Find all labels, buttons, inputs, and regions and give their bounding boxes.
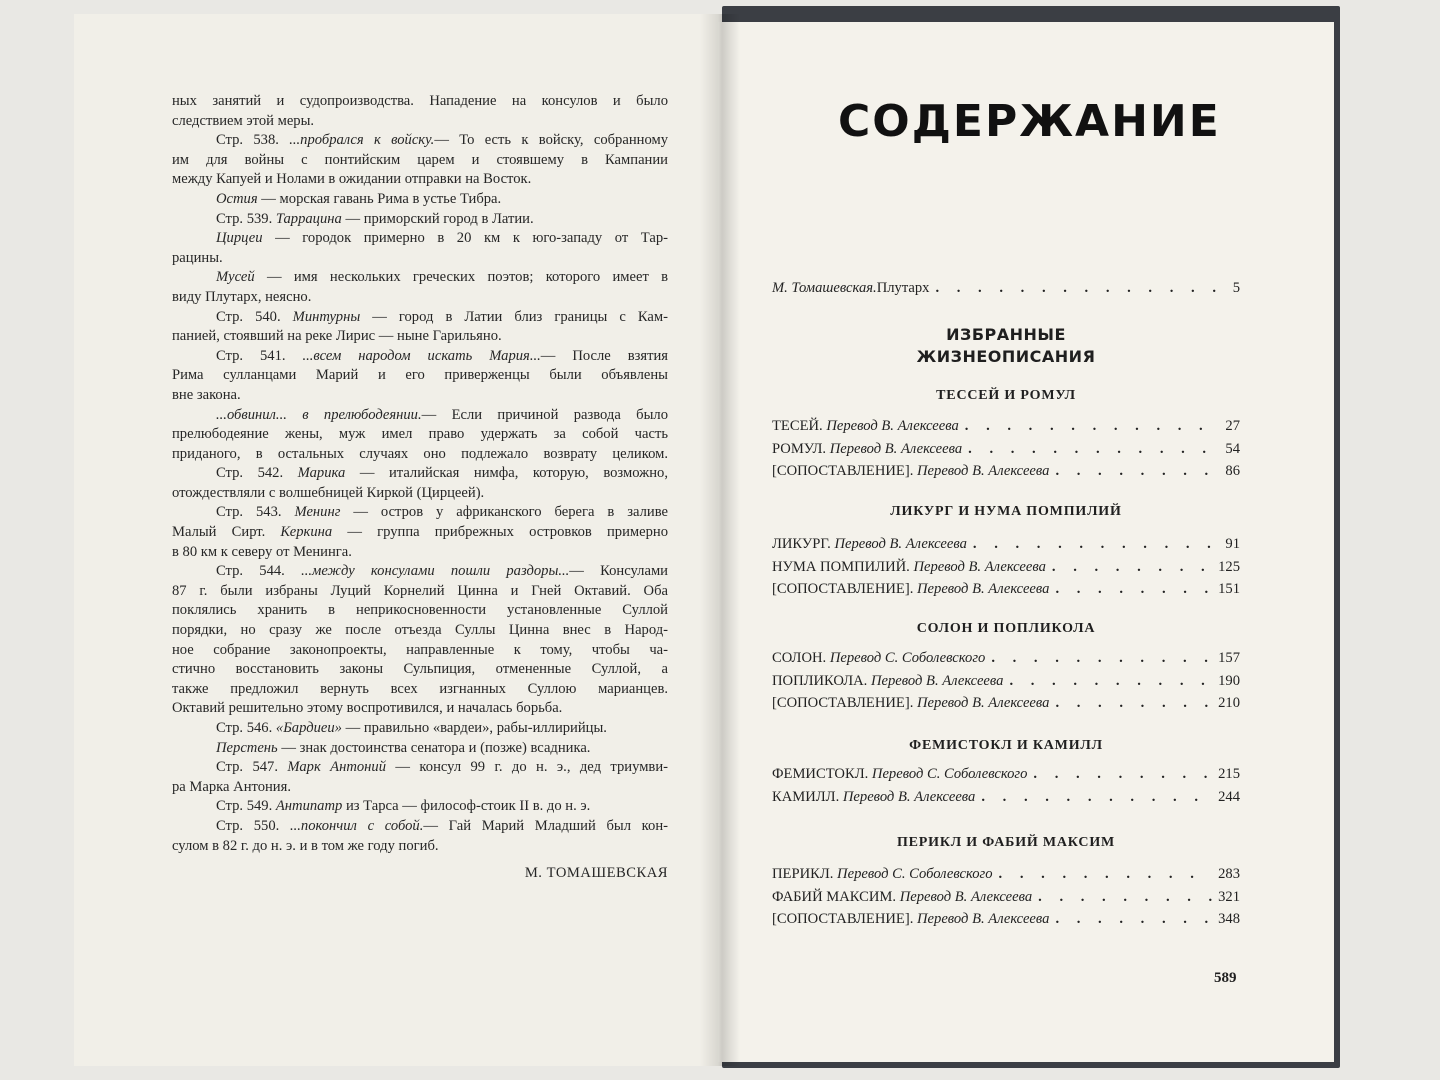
text-run: — После взятия <box>540 347 668 364</box>
italic-term: «Бардиеи» <box>275 720 342 736</box>
section-title: ФЕМИСТОКЛ И КАМИЛЛ <box>909 738 1103 753</box>
leader-dots <box>965 418 1220 435</box>
main-heading-line2: ЖИЗНЕОПИСАНИЯ <box>916 347 1096 366</box>
entry-translator: Перевод С. Соболевского <box>871 766 1028 782</box>
entry-page: 244 <box>1218 788 1240 805</box>
text-run: — городок примерно в 20 км к юго-западу от Тар- <box>262 230 668 247</box>
toc-entry[interactable] <box>772 559 1240 582</box>
entry-name: [СОПОСТАВЛЕНИЕ]. <box>772 581 914 597</box>
entry-page: 215 <box>1218 766 1240 782</box>
text-line <box>172 817 668 837</box>
toc-entry[interactable] <box>772 911 1240 934</box>
text-run: из Тарса — философ-стоик II в. до н. э. <box>342 798 591 815</box>
text-run: порядки, но сразу же после отъезда Суллы Цинна внес в Народ- <box>172 622 668 639</box>
text-line <box>172 503 668 523</box>
intro-author: М. Томашевская. <box>772 280 877 296</box>
italic-term: Цирцеи <box>216 230 263 247</box>
text-run: — Консулами <box>569 563 668 580</box>
text-run: Малый Сирт. <box>172 524 281 541</box>
entry-name: ПЕРИКЛ. <box>772 866 834 882</box>
text-run: Стр. 546. <box>216 720 276 736</box>
entry-page: 190 <box>1218 672 1240 689</box>
leader-dots <box>999 866 1213 883</box>
text-line <box>172 484 668 504</box>
text-run: — знак достоинства сенатора и (позже) всадника. <box>277 739 591 756</box>
text-run: панией, стоявший на реке Лирис — ныне Гарильяно. <box>172 328 502 345</box>
text-line <box>172 425 668 445</box>
text-line <box>172 739 668 759</box>
text-run: — остров у африканского берега в заливе <box>340 504 668 521</box>
text-line <box>172 170 668 190</box>
text-run: — То есть к войску, собранному <box>434 132 668 149</box>
leader-dots <box>968 441 1219 458</box>
entry-name: ТЕСЕЙ. <box>772 418 823 434</box>
text-run: — город в Латии близ границы с Кам- <box>360 308 668 325</box>
leader-dots <box>1033 766 1212 783</box>
text-line <box>172 366 668 386</box>
toc-entry[interactable] <box>772 441 1240 464</box>
toc-entry[interactable] <box>772 766 1240 789</box>
text-run: Стр. 550. <box>216 817 290 834</box>
text-run: — имя нескольких греческих поэтов; которого имеет в <box>254 269 668 286</box>
toc-entry[interactable] <box>772 463 1240 486</box>
text-line <box>172 464 668 484</box>
entry-page: 91 <box>1225 536 1240 552</box>
toc-entry[interactable] <box>772 673 1240 696</box>
entry-name: ФЕМИСТОКЛ. <box>772 766 869 782</box>
text-line <box>172 210 668 230</box>
italic-term: Остия <box>216 190 258 207</box>
text-run: — морская гавань Рима в устье Тибра. <box>257 190 502 207</box>
text-run: ных занятий и судопроизводства. Нападение на консулов и было <box>172 93 668 109</box>
toc-entry[interactable] <box>772 889 1240 912</box>
text-run: вне закона. <box>172 386 241 403</box>
text-line <box>172 406 668 426</box>
text-line <box>172 758 668 778</box>
leader-dots <box>1052 559 1212 576</box>
entry-translator: Перевод С. Соболевского <box>829 650 986 666</box>
main-heading <box>772 324 1240 368</box>
text-run: 87 г. были избраны Луций Корнелий Цинна и Гней Октавий. Оба <box>172 582 668 599</box>
text-run: сулом в 82 г. до н. э. и в том же году погиб. <box>172 837 439 854</box>
italic-term: ...обвинил... в прелюбодеянии. <box>216 406 422 423</box>
text-run: Стр. 541. <box>216 347 303 364</box>
leader-dots <box>991 650 1212 667</box>
text-line <box>172 601 668 621</box>
section-title: ПЕРИКЛ И ФАБИЙ МАКСИМ <box>896 835 1116 850</box>
entry-name: ФАБИЙ МАКСИМ. <box>772 888 897 905</box>
italic-term: ...между консулами пошли раздоры... <box>301 563 570 580</box>
text-line <box>172 797 668 817</box>
text-line <box>172 641 668 661</box>
toc-entry[interactable] <box>772 789 1240 812</box>
italic-term: Антипатр <box>275 798 343 815</box>
leader-dots <box>935 280 1226 297</box>
text-run: — правильно «вардеи», рабы-иллирийцы. <box>341 720 607 736</box>
entry-name: РОМУЛ. <box>772 440 827 457</box>
text-line <box>172 562 668 582</box>
italic-term: ...всем народом искать Мария... <box>302 347 541 364</box>
leader-dots <box>1038 889 1212 906</box>
entry-translator: Перевод В. Алексеева <box>829 440 963 457</box>
text-run: рацины. <box>172 249 223 266</box>
entry-name: НУМА ПОМПИЛИЙ. <box>772 558 910 575</box>
entry-page: 157 <box>1218 650 1240 666</box>
entry-page: 54 <box>1225 440 1240 457</box>
section-title: ТЕССЕЙ И РОМУЛ <box>936 388 1076 403</box>
italic-term: Керкина <box>280 524 333 541</box>
text-run: виду Плутарх, неясно. <box>172 288 312 305</box>
leader-dots <box>1055 581 1212 598</box>
italic-term: Марк Антоний <box>287 759 387 776</box>
text-line <box>172 699 668 719</box>
text-run: Стр. 539. <box>216 210 276 227</box>
toc-entry[interactable] <box>772 418 1240 441</box>
entry-translator: Перевод В. Алексеева <box>826 418 959 434</box>
text-run: — приморский город в Латии. <box>341 210 534 227</box>
toc-intro <box>772 280 1240 303</box>
text-run: Стр. 540. <box>216 308 293 325</box>
text-line <box>172 778 668 798</box>
text-run: Октавий решительно этому воспротивился, и началась борьба. <box>172 700 563 717</box>
italic-term: Марика <box>297 465 346 482</box>
toc-entry[interactable] <box>772 581 1240 604</box>
text-line <box>172 308 668 328</box>
section-title: СОЛОН И ПОПЛИКОЛА <box>916 621 1096 636</box>
section-entries <box>772 536 1240 604</box>
toc-entry[interactable] <box>772 866 1240 889</box>
entry-name: [СОПОСТАВЛЕНИЕ]. <box>772 911 914 927</box>
entry-translator: Перевод В. Алексеева <box>917 695 1050 711</box>
entry-page: 348 <box>1218 911 1240 927</box>
toc-entry[interactable] <box>772 695 1240 718</box>
italic-term: Мусей <box>216 269 255 286</box>
text-line <box>172 837 668 857</box>
section-entries <box>772 866 1240 934</box>
text-run: — консул 99 г. до н. э., дед триумви- <box>386 759 668 776</box>
text-run: Стр. 538. <box>216 132 290 149</box>
main-heading-line1: ИЗБРАННЫЕ <box>946 325 1066 344</box>
leader-dots <box>1055 463 1219 480</box>
text-line <box>172 543 668 563</box>
text-run: Рима сулланцами Марий и его приверженцы были объявлены <box>172 367 668 384</box>
text-line <box>172 680 668 700</box>
italic-term: ...покончил с собой. <box>289 817 424 834</box>
entry-page: 151 <box>1218 581 1240 597</box>
text-line <box>172 327 668 347</box>
entry-page: 86 <box>1225 463 1240 479</box>
text-run: — Если причиной развода было <box>421 406 668 423</box>
text-run: — группа прибрежных островков примерно <box>332 524 668 541</box>
text-run: ное собрание законопроекты, направленные к тому, чтобы ча- <box>172 641 668 658</box>
text-run: ра Марка Антония. <box>172 778 291 795</box>
entry-page: 321 <box>1218 888 1240 905</box>
text-run: Стр. 542. <box>216 465 298 482</box>
italic-term: Минтурны <box>292 308 361 325</box>
leader-dots <box>981 789 1212 806</box>
italic-term: ...пробрался к войску. <box>289 132 435 149</box>
text-run: прелюбодеяние жены, муж имел право удержать за собой часть <box>172 426 668 443</box>
text-line <box>172 386 668 406</box>
entry-name: СОЛОН. <box>772 650 827 666</box>
text-line <box>172 268 668 288</box>
text-line <box>172 288 668 308</box>
commentary-text <box>172 92 668 884</box>
entry-page: 210 <box>1218 695 1240 711</box>
entry-name: КАМИЛЛ. <box>772 788 840 805</box>
text-line <box>172 582 668 602</box>
entry-page: 125 <box>1218 558 1240 575</box>
entry-translator: Перевод В. Алексеева <box>842 788 976 805</box>
entry-translator: Перевод В. Алексеева <box>917 463 1050 479</box>
text-run: им для войны с понтийским царем и стоявшему в Кампании <box>172 151 668 168</box>
toc-entry[interactable] <box>772 650 1240 673</box>
text-line <box>172 660 668 680</box>
entry-translator: Перевод В. Алексеева <box>870 672 1004 689</box>
text-line <box>172 229 668 249</box>
section-entries <box>772 766 1240 811</box>
toc-entry[interactable] <box>772 536 1240 559</box>
leader-dots <box>1055 695 1212 712</box>
entry-translator: Перевод В. Алексеева <box>899 888 1033 905</box>
leader-dots <box>973 536 1220 553</box>
entry-translator: Перевод С. Соболевского <box>837 866 993 882</box>
section-title: ЛИКУРГ И НУМА ПОМПИЛИЙ <box>890 504 1122 519</box>
text-line <box>172 249 668 269</box>
contents-title: СОДЕРЖАНИЕ <box>838 96 1221 147</box>
text-line <box>172 131 668 151</box>
text-line <box>172 92 668 112</box>
book-gutter <box>700 14 740 1066</box>
text-line <box>172 347 668 367</box>
entry-name: ЛИКУРГ. <box>772 536 831 552</box>
entry-page: 283 <box>1218 866 1240 882</box>
toc-entry <box>772 280 1240 303</box>
text-run: следствием этой меры. <box>172 112 315 129</box>
italic-term: Менинг <box>294 504 341 521</box>
text-run: поклялись хранить в неприкосновенности установленные Суллой <box>172 602 668 619</box>
entry-name: ПОПЛИКОЛА. <box>772 672 868 689</box>
entry-translator: Перевод В. Алексеева <box>917 581 1050 597</box>
italic-term: Перстень <box>216 739 278 756</box>
text-run: Стр. 547. <box>216 759 288 776</box>
signature: М. ТОМАШЕВСКАЯ <box>524 865 668 882</box>
text-run: — италийская нимфа, которую, возможно, <box>345 465 668 482</box>
text-run: Стр. 544. <box>216 563 302 580</box>
intro-title: Плутарх <box>876 280 930 296</box>
text-line <box>172 719 668 739</box>
intro-page: 5 <box>1232 280 1240 296</box>
text-run: — Гай Марий Младший был кон- <box>423 817 668 834</box>
text-run: приданого, в остальных случаях оно подлежало возврату целиком. <box>172 445 668 462</box>
text-run: в 80 км к северу от Менинга. <box>172 543 352 560</box>
leader-dots <box>1055 911 1212 928</box>
entry-translator: Перевод В. Алексеева <box>834 536 967 552</box>
entry-translator: Перевод В. Алексеева <box>913 558 1046 575</box>
text-line <box>172 445 668 465</box>
section-entries <box>772 418 1240 486</box>
italic-term: Таррацина <box>275 210 342 227</box>
entry-name: [СОПОСТАВЛЕНИЕ]. <box>772 463 914 479</box>
text-line <box>172 112 668 132</box>
text-run: также предложил вернуть всех изгнанных Суллою марианцев. <box>172 680 668 697</box>
text-line <box>172 151 668 171</box>
text-run: отождествляли с волшебницей Киркой (Цирцеей). <box>172 484 485 501</box>
text-run: между Капуей и Нолами в ожидании отправки на Восток. <box>172 171 532 188</box>
entry-page: 27 <box>1225 418 1240 434</box>
text-run: стично восстановить законы Сульпиция, отмененные Суллой, а <box>172 661 668 678</box>
section-entries <box>772 650 1240 718</box>
text-line <box>172 523 668 543</box>
text-run: Стр. 543. <box>216 504 295 521</box>
leader-dots <box>1009 673 1212 690</box>
page-number: 589 <box>1214 970 1237 986</box>
entry-name: [СОПОСТАВЛЕНИЕ]. <box>772 695 914 711</box>
text-run: Стр. 549. <box>216 798 276 815</box>
text-line <box>172 190 668 210</box>
entry-translator: Перевод В. Алексеева <box>917 911 1050 927</box>
text-line <box>172 621 668 641</box>
